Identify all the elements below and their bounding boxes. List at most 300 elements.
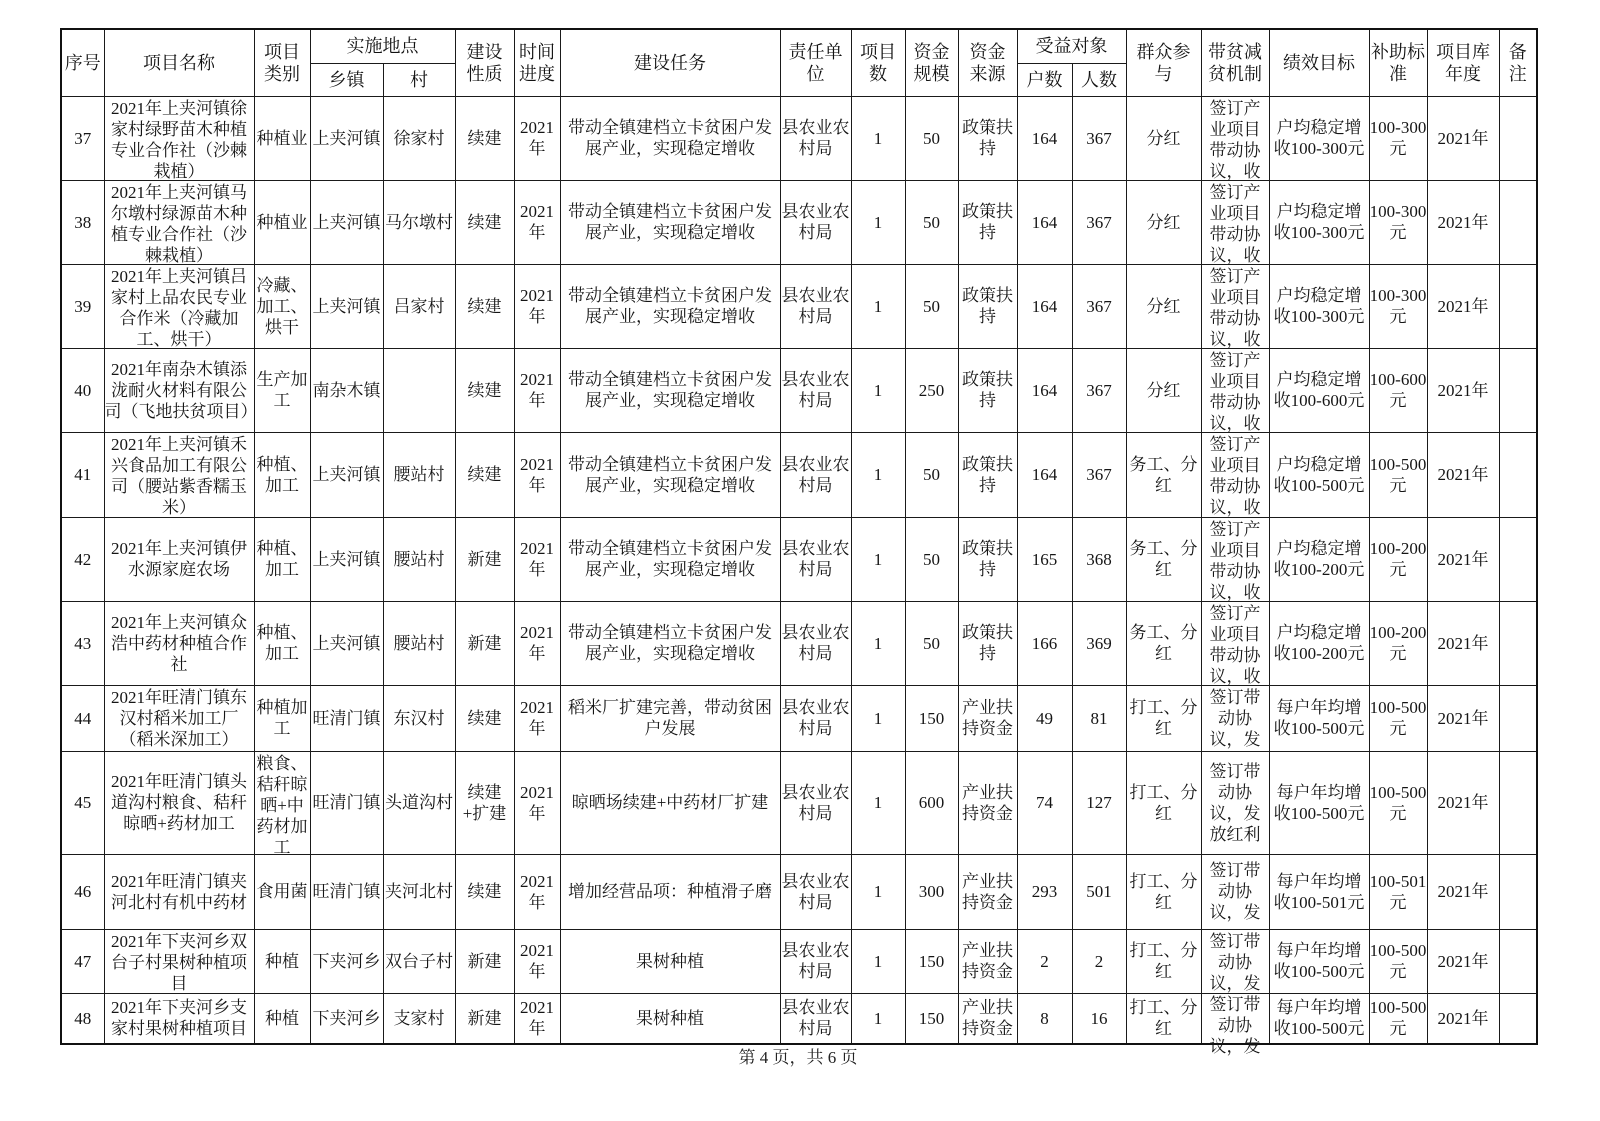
town-text: 下夹河乡 xyxy=(312,1008,381,1028)
cell-unit xyxy=(780,432,851,517)
cell-count xyxy=(851,601,905,685)
count-text: 1 xyxy=(873,549,883,569)
cell-count xyxy=(851,432,905,517)
cell-subsidy xyxy=(1369,929,1427,993)
subsidy-text: 100-500元 xyxy=(1369,698,1427,738)
year-text: 2021年 xyxy=(1437,128,1489,148)
source-text: 产业扶持资金 xyxy=(962,871,1013,912)
cell-nature xyxy=(455,751,514,854)
category-text: 生产加工 xyxy=(256,370,308,410)
cell-unit xyxy=(780,348,851,432)
header-target-label: 绩效目标 xyxy=(1283,52,1355,73)
unit-text: 县农业农村局 xyxy=(781,782,850,823)
cell-schedule xyxy=(514,348,560,432)
cell-nature xyxy=(455,348,514,432)
mechanism-text: 签订带动协议，发 xyxy=(1209,687,1261,749)
source-text: 产业扶持资金 xyxy=(962,698,1013,738)
cell-town xyxy=(310,96,383,180)
people-text: 367 xyxy=(1086,212,1112,232)
year-text: 2021年 xyxy=(1437,793,1489,812)
cell-town xyxy=(310,348,383,432)
cell-count xyxy=(851,751,905,854)
funds-text: 150 xyxy=(918,951,945,971)
cell-schedule xyxy=(514,929,560,993)
mechanism-text: 签订带动协议，发 xyxy=(1209,995,1261,1057)
source-text: 产业扶持资金 xyxy=(962,941,1013,981)
cell-households xyxy=(1017,432,1072,517)
table-row xyxy=(61,601,1537,685)
cell-seq xyxy=(61,348,104,432)
name-text: 2021年旺清门镇夹河北村有机中药材 xyxy=(111,871,247,912)
cell-task xyxy=(560,751,780,854)
cell-remark xyxy=(1499,517,1537,601)
cell-target xyxy=(1269,96,1369,180)
task-text: 增加经营品项：种植滑子磨 xyxy=(568,882,772,901)
people-text: 367 xyxy=(1086,380,1112,400)
header-funds-label: 资金规模 xyxy=(913,41,950,84)
people-text: 127 xyxy=(1086,793,1112,812)
unit-text: 县农业农村局 xyxy=(781,286,850,326)
funds-text: 50 xyxy=(923,212,940,232)
cell-subsidy xyxy=(1369,348,1427,432)
cell-participation xyxy=(1126,685,1201,751)
header-nature xyxy=(455,29,514,96)
task-text: 晾晒场续建+中药材厂扩建 xyxy=(571,793,769,812)
cell-category xyxy=(254,517,310,601)
cell-nature xyxy=(455,180,514,264)
cell-task xyxy=(560,854,780,929)
cell-unit xyxy=(780,517,851,601)
cell-task xyxy=(560,993,780,1044)
cell-funds xyxy=(905,96,958,180)
village-text: 夹河北村 xyxy=(385,882,453,901)
category-text: 种植业 xyxy=(256,128,308,148)
header-location-label: 实施地点 xyxy=(346,36,419,57)
households-text: 164 xyxy=(1031,465,1058,484)
source-text: 政策扶持 xyxy=(962,539,1013,579)
header-task xyxy=(560,29,780,96)
nature-text: 续建 xyxy=(467,380,502,400)
header-schedule-label: 时间进度 xyxy=(518,41,555,84)
cell-year xyxy=(1427,854,1499,929)
unit-text: 县农业农村局 xyxy=(781,202,850,242)
cell-target xyxy=(1269,348,1369,432)
project-table xyxy=(60,28,1538,1057)
unit-text: 县农业农村局 xyxy=(781,998,850,1039)
nature-text: 续建 xyxy=(467,708,502,728)
schedule-text: 2021年 xyxy=(520,998,554,1039)
people-text: 368 xyxy=(1086,549,1112,569)
source-text: 政策扶持 xyxy=(962,118,1013,158)
participation-text: 分红 xyxy=(1146,212,1181,232)
cell-schedule xyxy=(514,517,560,601)
name-text: 2021年旺清门镇东汉村稻米加工厂（稻米深加工） xyxy=(111,687,247,749)
category-text: 种植 xyxy=(265,1008,299,1028)
cell-town xyxy=(310,601,383,685)
year-text: 2021年 xyxy=(1437,882,1489,901)
table-row xyxy=(61,685,1537,751)
cell-task xyxy=(560,601,780,685)
schedule-text: 2021年 xyxy=(520,941,554,981)
cell-households xyxy=(1017,180,1072,264)
table-header xyxy=(61,29,1537,96)
village-text: 支家村 xyxy=(393,1008,445,1028)
cell-name xyxy=(104,348,258,432)
cell-source xyxy=(958,432,1017,517)
count-text: 1 xyxy=(873,212,883,232)
category-text: 食用菌 xyxy=(256,882,308,901)
participation-text: 务工、分红 xyxy=(1129,454,1198,495)
header-count xyxy=(851,29,905,96)
cell-year xyxy=(1427,517,1499,601)
cell-count xyxy=(851,929,905,993)
cell-remark xyxy=(1499,751,1537,854)
cell-participation xyxy=(1126,432,1201,517)
cell-remark xyxy=(1499,601,1537,685)
participation-text: 务工、分红 xyxy=(1129,539,1198,579)
target-text: 户均稳定增收100-300元 xyxy=(1273,286,1365,326)
cell-mechanism xyxy=(1201,96,1269,180)
cell-funds xyxy=(905,348,958,432)
cell-town xyxy=(310,854,383,929)
cell-task xyxy=(560,348,780,432)
header-task-label: 建设任务 xyxy=(634,52,706,73)
name-text: 2021年下夹河乡支家村果树种植项目 xyxy=(111,998,247,1039)
cell-funds xyxy=(905,264,958,348)
households-text: 49 xyxy=(1036,708,1053,728)
cell-nature xyxy=(455,96,514,180)
cell-participation xyxy=(1126,854,1201,929)
cell-name xyxy=(104,96,254,180)
cell-funds xyxy=(905,993,958,1044)
header-remark-label: 备注 xyxy=(1508,41,1527,84)
cell-schedule xyxy=(514,264,560,348)
task-text: 带动全镇建档立卡贫困户发展产业，实现稳定增收 xyxy=(568,286,772,326)
town-text: 旺清门镇 xyxy=(312,708,381,728)
seq-text: 47 xyxy=(74,951,92,971)
cell-unit xyxy=(780,180,851,264)
cell-count xyxy=(851,96,905,180)
cell-households xyxy=(1017,854,1072,929)
cell-village xyxy=(383,432,455,517)
cell-schedule xyxy=(514,96,560,180)
cell-nature xyxy=(455,929,514,993)
table-row xyxy=(61,517,1537,601)
cell-name xyxy=(104,517,254,601)
cell-count xyxy=(851,180,905,264)
participation-text: 分红 xyxy=(1146,296,1181,316)
schedule-text: 2021年 xyxy=(520,623,554,663)
header-participation xyxy=(1126,29,1201,96)
cell-people xyxy=(1072,180,1126,264)
year-text: 2021年 xyxy=(1437,708,1489,728)
category-text: 种植业 xyxy=(256,212,308,232)
cell-name xyxy=(104,854,254,929)
cell-unit xyxy=(780,929,851,993)
header-people-label: 人数 xyxy=(1081,69,1117,90)
households-text: 74 xyxy=(1036,793,1053,812)
source-text: 政策扶持 xyxy=(962,202,1013,242)
households-text: 165 xyxy=(1031,549,1058,569)
task-text: 带动全镇建档立卡贫困户发展产业，实现稳定增收 xyxy=(568,539,772,579)
header-households xyxy=(1017,63,1072,96)
schedule-text: 2021年 xyxy=(520,454,554,495)
people-text: 367 xyxy=(1086,465,1112,484)
cell-category xyxy=(254,993,310,1044)
cell-town xyxy=(310,993,383,1044)
cell-mechanism xyxy=(1201,993,1269,1057)
cell-unit xyxy=(780,264,851,348)
table-body xyxy=(61,96,1537,1057)
cell-target xyxy=(1269,432,1369,517)
cell-households xyxy=(1017,685,1072,751)
cell-village xyxy=(383,96,455,180)
header-village-label: 村 xyxy=(410,69,428,90)
name-text: 2021年上夹河镇徐家村绿野苗木种植专业合作社（沙棘栽植） xyxy=(111,98,247,181)
cell-year xyxy=(1427,264,1499,348)
year-text: 2021年 xyxy=(1437,1008,1489,1028)
cell-mechanism xyxy=(1201,180,1269,264)
target-text: 户均稳定增收100-300元 xyxy=(1273,202,1365,242)
header-location xyxy=(310,29,455,63)
participation-text: 分红 xyxy=(1146,128,1181,148)
funds-text: 250 xyxy=(918,380,945,400)
cell-participation xyxy=(1126,517,1201,601)
cell-source xyxy=(958,993,1017,1044)
cell-town xyxy=(310,517,383,601)
task-text: 果树种植 xyxy=(636,951,704,971)
cell-village xyxy=(383,929,455,993)
cell-target xyxy=(1269,517,1369,601)
cell-target xyxy=(1269,993,1369,1044)
header-mechanism xyxy=(1201,29,1269,96)
mechanism-text: 签订产业项目带动协议，收 xyxy=(1209,182,1261,265)
subsidy-text: 100-500元 xyxy=(1369,941,1427,981)
funds-text: 150 xyxy=(918,708,945,728)
unit-text: 县农业农村局 xyxy=(781,118,850,158)
town-text: 下夹河乡 xyxy=(312,951,381,971)
mechanism-text: 签订产业项目带动协议，收 xyxy=(1209,350,1261,433)
cell-count xyxy=(851,685,905,751)
cell-count xyxy=(851,348,905,432)
cell-households xyxy=(1017,601,1072,685)
cell-people xyxy=(1072,929,1126,993)
schedule-text: 2021年 xyxy=(520,871,554,912)
cell-village xyxy=(383,348,455,432)
funds-text: 50 xyxy=(923,549,940,569)
participation-text: 打工、分红 xyxy=(1129,698,1198,738)
seq-text: 43 xyxy=(74,633,92,653)
subsidy-text: 100-200元 xyxy=(1369,539,1427,579)
cell-funds xyxy=(905,751,958,854)
cell-source xyxy=(958,180,1017,264)
seq-text: 46 xyxy=(74,882,92,901)
cell-source xyxy=(958,854,1017,929)
funds-text: 50 xyxy=(923,296,940,316)
mechanism-text: 签订产业项目带动协议，收 xyxy=(1209,603,1261,686)
header-town xyxy=(310,63,383,96)
source-text: 产业扶持资金 xyxy=(962,782,1013,823)
cell-task xyxy=(560,685,780,751)
cell-schedule xyxy=(514,685,560,751)
cell-subsidy xyxy=(1369,685,1427,751)
people-text: 501 xyxy=(1086,882,1112,901)
cell-people xyxy=(1072,601,1126,685)
schedule-text: 2021年 xyxy=(520,202,554,242)
schedule-text: 2021年 xyxy=(520,286,554,326)
cell-schedule xyxy=(514,601,560,685)
unit-text: 县农业农村局 xyxy=(781,698,850,738)
cell-people xyxy=(1072,432,1126,517)
cell-funds xyxy=(905,929,958,993)
seq-text: 37 xyxy=(74,128,92,148)
header-seq xyxy=(61,29,104,96)
table-row xyxy=(61,96,1537,180)
cell-people xyxy=(1072,751,1126,854)
cell-source xyxy=(958,264,1017,348)
cell-village xyxy=(383,601,455,685)
cell-name xyxy=(104,929,254,993)
cell-participation xyxy=(1126,264,1201,348)
nature-text: 续建 xyxy=(467,465,502,484)
count-text: 1 xyxy=(873,1008,883,1028)
unit-text: 县农业农村局 xyxy=(781,623,850,663)
header-target xyxy=(1269,29,1369,96)
cell-year xyxy=(1427,929,1499,993)
cell-participation xyxy=(1126,601,1201,685)
cell-seq xyxy=(61,929,104,993)
source-text: 政策扶持 xyxy=(962,454,1013,495)
cell-category xyxy=(254,601,310,685)
village-text: 双台子村 xyxy=(385,951,453,971)
cell-nature xyxy=(455,601,514,685)
target-text: 每户年均增收100-501元 xyxy=(1273,871,1365,912)
nature-text: 新建 xyxy=(467,633,502,653)
cell-mechanism xyxy=(1201,432,1269,517)
cell-seq xyxy=(61,517,104,601)
header-year xyxy=(1427,29,1499,96)
cell-source xyxy=(958,96,1017,180)
cell-mechanism xyxy=(1201,751,1269,854)
cell-remark xyxy=(1499,96,1537,180)
header-unit xyxy=(780,29,851,96)
cell-target xyxy=(1269,685,1369,751)
cell-subsidy xyxy=(1369,180,1427,264)
name-text: 2021年旺清门镇头道沟村粮食、秸秆晾晒+药材加工 xyxy=(111,772,247,833)
target-text: 户均稳定增收100-200元 xyxy=(1273,623,1365,663)
cell-target xyxy=(1269,601,1369,685)
cell-subsidy xyxy=(1369,751,1427,854)
mechanism-text: 签订产业项目带动协议，收 xyxy=(1209,519,1261,602)
cell-participation xyxy=(1126,348,1201,432)
funds-text: 50 xyxy=(923,633,940,653)
people-text: 81 xyxy=(1090,708,1108,728)
cell-town xyxy=(310,751,383,854)
count-text: 1 xyxy=(873,128,883,148)
village-text: 东汉村 xyxy=(393,708,445,728)
table-row xyxy=(61,854,1537,929)
header-village xyxy=(383,63,455,96)
cell-mechanism xyxy=(1201,685,1269,751)
town-text: 上夹河镇 xyxy=(312,296,381,316)
header-beneficiaries-label: 受益对象 xyxy=(1035,36,1108,57)
cell-funds xyxy=(905,517,958,601)
cell-subsidy xyxy=(1369,854,1427,929)
people-text: 367 xyxy=(1086,296,1112,316)
village-text: 头道沟村 xyxy=(385,793,453,812)
cell-subsidy xyxy=(1369,517,1427,601)
cell-seq xyxy=(61,601,104,685)
cell-participation xyxy=(1126,180,1201,264)
cell-town xyxy=(310,929,383,993)
cell-village xyxy=(383,993,455,1044)
town-text: 旺清门镇 xyxy=(312,793,381,812)
mechanism-text: 签订产业项目带动协议，收 xyxy=(1209,98,1261,181)
households-text: 164 xyxy=(1031,380,1058,400)
participation-text: 打工、分红 xyxy=(1129,941,1198,981)
cell-town xyxy=(310,432,383,517)
cell-subsidy xyxy=(1369,601,1427,685)
category-text: 冷藏、加工、烘干 xyxy=(256,275,308,337)
count-text: 1 xyxy=(873,882,883,901)
town-text: 上夹河镇 xyxy=(312,633,381,653)
header-count-label: 项目数 xyxy=(859,41,896,84)
year-text: 2021年 xyxy=(1437,633,1489,653)
table-row xyxy=(61,264,1537,348)
cell-name xyxy=(104,432,254,517)
header-funds xyxy=(905,29,958,96)
name-text: 2021年上夹河镇禾兴食品加工有限公司（腰站紫香糯玉米） xyxy=(111,434,247,517)
households-text: 164 xyxy=(1031,296,1058,316)
cell-seq xyxy=(61,180,104,264)
cell-name xyxy=(104,264,254,348)
year-text: 2021年 xyxy=(1437,380,1489,400)
village-text: 马尔墩村 xyxy=(385,212,453,232)
cell-remark xyxy=(1499,432,1537,517)
subsidy-text: 100-300元 xyxy=(1369,202,1427,242)
cell-task xyxy=(560,264,780,348)
name-text: 2021年上夹河镇众浩中药材种植合作社 xyxy=(111,612,247,674)
seq-text: 45 xyxy=(74,793,92,812)
cell-households xyxy=(1017,993,1072,1044)
schedule-text: 2021年 xyxy=(520,539,554,579)
subsidy-text: 100-200元 xyxy=(1369,623,1427,663)
households-text: 164 xyxy=(1031,212,1058,232)
cell-town xyxy=(310,685,383,751)
cell-seq xyxy=(61,854,104,929)
cell-participation xyxy=(1126,96,1201,180)
task-text: 带动全镇建档立卡贫困户发展产业，实现稳定增收 xyxy=(568,623,772,663)
cell-village xyxy=(383,264,455,348)
target-text: 户均稳定增收100-200元 xyxy=(1273,539,1365,579)
subsidy-text: 100-500元 xyxy=(1369,782,1427,823)
funds-text: 150 xyxy=(918,1008,945,1028)
year-text: 2021年 xyxy=(1437,212,1489,232)
cell-subsidy xyxy=(1369,96,1427,180)
cell-year xyxy=(1427,96,1499,180)
nature-text: 续建 xyxy=(467,128,502,148)
subsidy-text: 100-300元 xyxy=(1369,286,1427,326)
category-text: 粮食、秸秆晾晒+中药材加工 xyxy=(256,753,308,857)
subsidy-text: 100-600元 xyxy=(1369,370,1427,410)
header-source xyxy=(958,29,1017,96)
town-text: 旺清门镇 xyxy=(312,882,381,901)
subsidy-text: 100-500元 xyxy=(1369,998,1427,1039)
task-text: 果树种植 xyxy=(636,1008,704,1028)
participation-text: 打工、分红 xyxy=(1129,871,1198,912)
cell-category xyxy=(254,685,310,751)
people-text: 367 xyxy=(1086,128,1112,148)
